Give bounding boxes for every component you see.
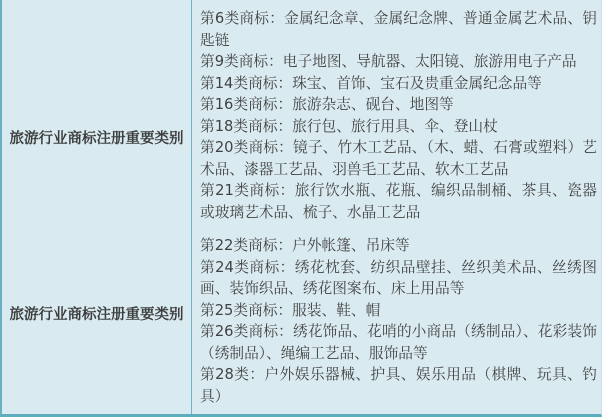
trademark-class-item: 第18类商标：旅行包、旅行用具、伞、登山杖 bbox=[200, 117, 498, 135]
category-items-cell bbox=[192, 0, 601, 228]
category-label-cell bbox=[2, 228, 192, 414]
trademark-class-item: 第26类商标：绣花饰品、花哨的小商品（绣制品）、花彩装饰（绣制品）、绳编工艺品、服饰品等 bbox=[200, 323, 597, 362]
category-items-cell bbox=[192, 228, 601, 414]
table-row bbox=[2, 228, 601, 414]
trademark-class-item: 第9类商标：电子地图、导航器、太阳镜、旅游用电子产品 bbox=[200, 53, 577, 70]
category-label: 旅游行业商标注册重要类别 bbox=[9, 130, 184, 147]
table-row bbox=[2, 0, 601, 228]
trademark-class-item: 第25类商标：服装、鞋、帽 bbox=[200, 301, 381, 319]
trademark-class-item: 第24类商标：绣花枕套、纺织品壁挂、丝织美术品、丝绣图画、装饰织品、绣花图案布、床上用品等 bbox=[200, 258, 597, 297]
trademark-class-item: 第16类商标：旅游杂志、砚台、地图等 bbox=[200, 96, 454, 113]
trademark-class-item: 第14类商标：珠宝、首饰、宝石及贵重金属纪念品等 bbox=[200, 74, 542, 92]
trademark-class-item: 第28类：户外娱乐器械、护具、娱乐用品（棋牌、玩具、钓具） bbox=[200, 366, 597, 405]
trademark-class-item: 第22类商标：户外帐篷、吊床等 bbox=[200, 237, 410, 254]
trademark-class-item: 第6类商标：金属纪念章、金属纪念牌、普通金属艺术品、钥匙链 bbox=[200, 10, 597, 49]
category-label-cell bbox=[2, 0, 192, 228]
trademark-class-item: 第21类商标：旅行饮水瓶、花瓶、编织品制桶、茶具、瓷器或玻璃艺术品、梳子、水晶工艺品 bbox=[200, 182, 597, 221]
trademark-class-item: 第20类商标：镜子、竹木工艺品、（木、蜡、石膏或塑料）艺术品、漆器工艺品、羽兽毛工艺品、软木工艺品 bbox=[200, 139, 597, 178]
category-label: 旅游行业商标注册重要类别 bbox=[9, 306, 184, 323]
